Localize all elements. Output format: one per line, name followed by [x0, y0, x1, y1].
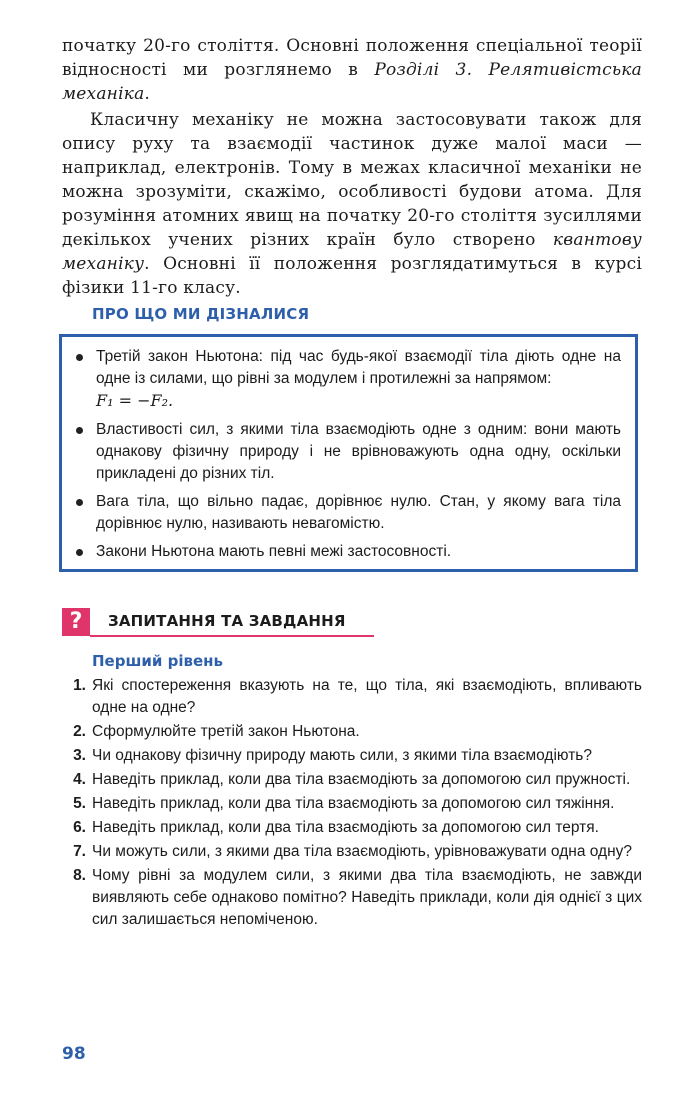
intro-paragraph-1: початку 20-го століття. Основні положення спеціальної теорії відносності ми розглянемо в Розділі 3. Релятивістська механіка.	[62, 36, 642, 104]
intro-text	[62, 34, 642, 300]
page-number: 98	[62, 1044, 86, 1064]
summary-item: Властивості сил, з якими тіла взаємодіють одне з одним: вони мають однакову фізичну природу і не врівноважують одна одну, оскільки прикладені до різних тіл.	[74, 419, 621, 485]
summary-item: Третій закон Ньютона: під час будь-якої взаємодії тіла діють одне на одне із силами, що рівні за модулем і протилежні за напрямом: F₁ = −F₂.	[74, 346, 621, 413]
questions-title: ЗАПИТАННЯ ТА ЗАВДАННЯ	[108, 612, 346, 630]
summary-list	[74, 346, 621, 563]
summary-heading: ПРО ЩО МИ ДІЗНАЛИСЯ	[92, 305, 310, 323]
summary-item: Вага тіла, що вільно падає, дорівнює нулю. Стан, у якому вага тіла дорівнює нулю, називають невагомістю.	[74, 491, 621, 535]
question-item: 1. Які спостереження вказують на те, що тіла, які взаємодіють, впливають одне на одне?	[73, 677, 642, 716]
question-item: 5. Наведіть приклад, коли два тіла взаємодіють за допомогою сил тяжіння.	[73, 795, 615, 812]
questions-list	[62, 675, 642, 933]
question-item: 7. Чи можуть сили, з якими два тіла взаємодіють, урівноважувати одна одну?	[73, 843, 632, 860]
intro-paragraph-2: Класичну механіку не можна застосовувати також для опису руху та взаємодії частинок дуже малої маси — наприклад, електронів. Тому в межах класичної механіки не можна зрозуміти, скажімо, особливості будови атома. Для розуміння атомних явищ на початку 20-го століття зусиллями декількох учених різних країн було створено квантову механіку. Основні її положення розглядатимуться в курсі фізики 11-го класу.	[62, 110, 642, 298]
question-item: 3. Чи однакову фізичну природу мають сили, з якими тіла взаємодіють?	[73, 747, 592, 764]
question-item: 2. Сформулюйте третій закон Ньютона.	[73, 723, 360, 740]
header-underline	[90, 635, 374, 637]
level-heading: Перший рівень	[92, 652, 224, 670]
chapter-reference: Розділі 3. Релятивістська механіка	[62, 60, 642, 104]
questions-header	[62, 608, 374, 638]
summary-box	[59, 334, 638, 572]
newton-third-law-formula: F₁ = −F₂.	[96, 391, 174, 410]
question-mark-icon: ?	[62, 608, 90, 636]
question-item: 8. Чому рівні за модулем сили, з якими два тіла взаємодіють, не завжди виявляють себе однаково помітно? Наведіть приклади, коли дія однієї з цих сил залишається непоміченою.	[73, 867, 642, 928]
quantum-mechanics-term: квантову механіку	[62, 230, 642, 274]
question-item: 6. Наведіть приклад, коли два тіла взаємодіють за допомогою сил тертя.	[73, 819, 599, 836]
summary-item: Закони Ньютона мають певні межі застосовності.	[74, 541, 621, 563]
question-item: 4. Наведіть приклад, коли два тіла взаємодіють за допомогою сил пружності.	[73, 771, 631, 788]
